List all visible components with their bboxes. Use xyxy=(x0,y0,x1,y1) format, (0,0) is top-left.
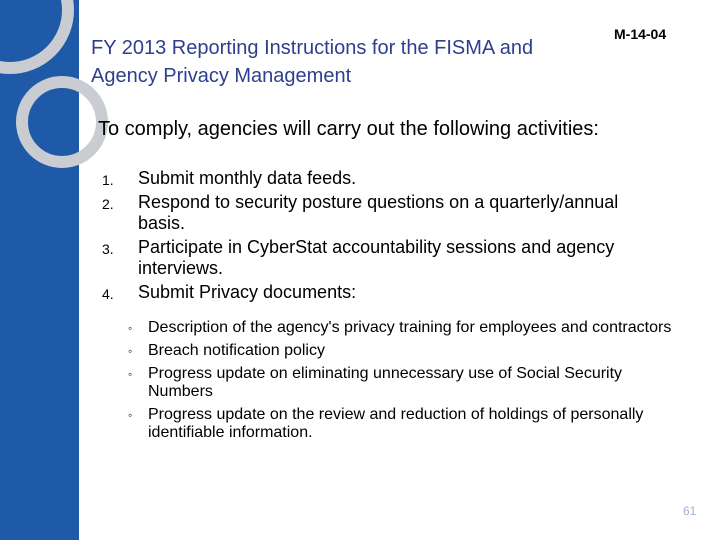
sub-item-text: Progress update on eliminating unnecessary use of Social Security Numbers xyxy=(148,365,623,400)
list-item xyxy=(98,168,658,189)
item-text: Respond to security posture questions on a quarterly/annual basis. xyxy=(138,192,619,233)
item-text: Submit Privacy documents: xyxy=(138,282,357,302)
sub-list-item xyxy=(128,342,678,360)
intro-text: To comply, agencies will carry out the following activities: xyxy=(98,118,599,140)
privacy-documents-list xyxy=(128,319,678,447)
list-item xyxy=(98,237,658,279)
numbered-list xyxy=(98,168,658,306)
hollow-bullet-icon: ◦ xyxy=(128,367,133,381)
sub-item-text: Breach notification policy xyxy=(148,342,325,359)
hollow-bullet-icon: ◦ xyxy=(128,408,133,422)
page-number: 61 xyxy=(683,504,697,518)
list-item xyxy=(98,282,658,303)
sub-list-item xyxy=(128,365,678,401)
list-item xyxy=(98,192,658,234)
item-number: 3. xyxy=(102,241,114,257)
sub-item-text: Progress update on the review and reduction of holdings of personally identifiable information. xyxy=(148,406,644,441)
sub-list-item xyxy=(128,319,678,337)
item-number: 1. xyxy=(102,172,114,188)
sub-item-text: Description of the agency's privacy training for employees and contractors xyxy=(148,319,672,336)
item-text: Submit monthly data feeds. xyxy=(138,168,357,188)
slide-title: FY 2013 Reporting Instructions for the FISMA and Agency Privacy Management xyxy=(91,37,534,87)
item-number: 4. xyxy=(102,286,114,302)
sub-list-item xyxy=(128,406,678,442)
sidebar-band xyxy=(0,0,79,540)
item-text: Participate in CyberStat accountability sessions and agency interviews. xyxy=(138,237,615,278)
memo-number: M-14-04 xyxy=(614,26,667,42)
hollow-bullet-icon: ◦ xyxy=(128,344,133,358)
item-number: 2. xyxy=(102,196,114,212)
hollow-bullet-icon: ◦ xyxy=(128,321,133,335)
